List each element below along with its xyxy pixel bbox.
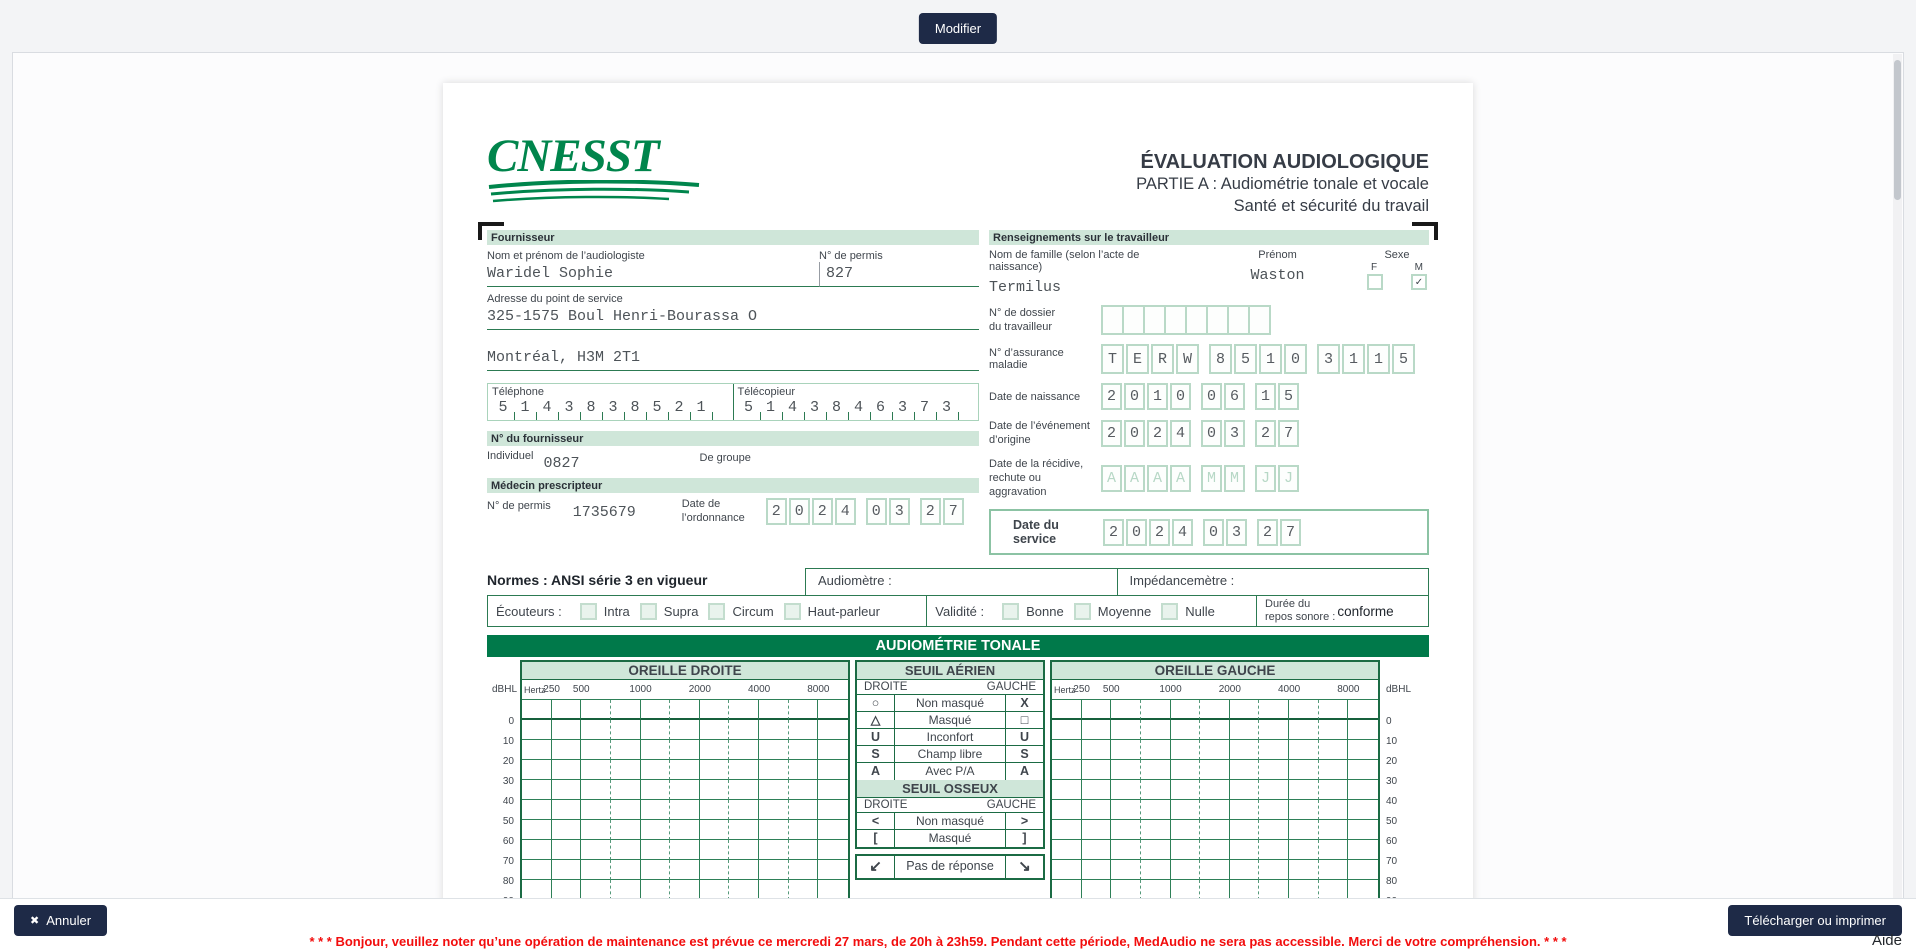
dossier-label: N° de dossier du travailleur	[989, 306, 1056, 333]
medecin-permis-label: N° de permis	[487, 500, 551, 512]
legend-row-label: Pas de réponse	[906, 859, 994, 874]
medecin-header: Médecin prescripteur	[487, 478, 979, 493]
legend-row-label: Masqué	[928, 831, 972, 846]
supra-option: Supra	[663, 603, 699, 619]
oreille-droite-title: OREILLE DROITE	[522, 662, 848, 680]
supra-checkbox	[640, 603, 657, 620]
legend-row	[857, 830, 1043, 847]
nulle-checkbox	[1161, 603, 1178, 620]
dossier-field	[1101, 305, 1271, 335]
nom-label: Nom de famille (selon l’acte de naissance)	[989, 249, 1140, 273]
legend-row-label: Champ libre	[917, 747, 983, 762]
legend-symbol-gauche: X	[1005, 695, 1043, 711]
bonne-option: Bonne	[1026, 603, 1064, 619]
panel-scrollbar[interactable]	[1893, 54, 1902, 948]
dbhl-axis-left: dBHL 0 10 20 30 40 50 60 70 80	[491, 684, 517, 888]
cnesst-logo-swoosh	[487, 180, 701, 206]
audiometre-field: Audiomètre :	[805, 568, 1117, 595]
freq-header-droite: Hertz 250 500 1000 2000 4000 8000	[522, 680, 848, 700]
travailleur-section	[989, 230, 1429, 555]
permis-field: 827	[819, 262, 979, 287]
audiologist-label: Nom et prénom de l’audiologiste	[487, 250, 645, 262]
hertz-label: Hertz	[524, 685, 546, 696]
moyenne-checkbox	[1074, 603, 1091, 620]
cnesst-logo-text: CNESST	[487, 130, 659, 182]
travailleur-header: Renseignements sur le travailleur	[989, 230, 1429, 245]
dbhl-axis-right: dBHL 0 10 20 30 40 50 60 70 80	[1386, 684, 1412, 888]
legend-symbol-gauche: □	[1005, 712, 1043, 728]
legend-symbol-droite: S	[857, 746, 895, 762]
audiometrie-tonale-header: AUDIOMÉTRIE TONALE	[487, 635, 1429, 657]
legend-symbol-gauche: S	[1005, 746, 1043, 762]
sexe-m-checkbox: ✓	[1411, 274, 1427, 290]
sexe-label: Sexe	[1384, 249, 1410, 261]
cnesst-logo	[487, 130, 701, 211]
annuler-button[interactable]: ✖ Annuler	[14, 905, 107, 936]
hautparleur-checkbox	[784, 603, 801, 620]
intra-checkbox	[580, 603, 597, 620]
corner-bracket-left	[478, 222, 504, 240]
recidive-date-field: A A A A M M J J	[1101, 465, 1299, 492]
legend-row-label: Non masqué	[915, 814, 985, 829]
oreille-gauche-title: OREILLE GAUCHE	[1052, 662, 1378, 680]
legend-row	[857, 813, 1043, 830]
naissance-date-field: 2 0 1 0 0 6 1 5	[1101, 383, 1299, 410]
hautparleur-option: Haut-parleur	[807, 603, 880, 619]
ordonnance-label: Date de l’ordonnance	[681, 498, 745, 524]
medecin-permis-field: 1735679	[572, 504, 636, 521]
service-date-field: 2 0 2 4 0 3 2 7	[1103, 519, 1301, 546]
close-icon: ✖	[30, 915, 40, 927]
evenement-label: Date de l’événement d’origine	[989, 420, 1090, 447]
prenom-label: Prénom	[1258, 249, 1297, 261]
legend-row-label: Masqué	[928, 713, 972, 728]
legend-symbol-gauche: ↘	[1005, 856, 1043, 878]
bonne-checkbox	[1002, 603, 1019, 620]
nulle-option: Nulle	[1185, 603, 1215, 619]
scrollbar-thumb[interactable]	[1894, 60, 1901, 200]
recidive-label: Date de la récidive, rechute ou aggravation	[989, 457, 1084, 499]
legend-symbol-droite: ○	[857, 695, 895, 711]
adresse-field: 325-1575 Boul Henri-Bourassa O	[487, 305, 979, 330]
corner-bracket-right	[1412, 222, 1438, 240]
individuel-field: 0827	[543, 455, 580, 472]
form-titles	[1136, 133, 1429, 218]
preview-panel	[12, 52, 1904, 950]
sexe-group	[1365, 249, 1429, 296]
download-print-button[interactable]: Télécharger ou imprimer	[1728, 905, 1902, 936]
groupe-label: De groupe	[699, 452, 751, 464]
moyenne-option: Moyenne	[1097, 603, 1152, 619]
seuil-aerien-title: SEUIL AÉRIEN	[857, 662, 1043, 680]
intra-option: Intra	[603, 603, 630, 619]
adresse-label: Adresse du point de service	[487, 293, 623, 305]
sexe-f-checkbox	[1367, 274, 1383, 290]
legend-row-label: Avec P/A	[925, 764, 975, 779]
seuil-osseux-title: SEUIL OSSEUX	[857, 780, 1043, 798]
legend-droite-gauche: DROITE GAUCHE	[857, 680, 1043, 695]
legend-symbol-droite: <	[857, 813, 895, 829]
repos-field: conforme	[1337, 603, 1394, 619]
legend-symbol-droite: [	[857, 830, 895, 847]
impedancemetre-field: Impédancemètre :	[1117, 568, 1430, 595]
legend-row-label: Non masqué	[915, 696, 985, 711]
form-subtitle: PARTIE A : Audiométrie tonale et vocale	[1136, 175, 1429, 193]
telephone-label: Téléphone	[492, 386, 544, 398]
circum-checkbox	[708, 603, 725, 620]
modifier-button[interactable]: Modifier	[919, 13, 997, 44]
normes-label: Normes : ANSI série 3 en vigueur	[487, 572, 708, 589]
legend-symbol-droite: ↙	[857, 856, 895, 878]
form-subtitle-2: Santé et sécurité du travail	[1233, 196, 1429, 215]
service-label: Date du service	[1013, 518, 1059, 547]
sexe-m-label: M	[1414, 262, 1423, 273]
normes-section	[487, 568, 1429, 627]
form-paper	[443, 83, 1473, 950]
legend-symbol-gauche: ]	[1005, 830, 1043, 847]
telecopieur-label: Télécopieur	[737, 386, 795, 398]
assurance-field: T E R W 8 5 1 0 3 1 1 5	[1101, 344, 1415, 374]
permis-label: N° de permis	[819, 250, 883, 262]
hertz-label-2: Hertz	[1054, 685, 1076, 696]
maintenance-notice: * * * Bonjour, veuillez noter qu’une opération de maintenance est prévue ce mercredi 27 mars, de 20h à 23h59. Pendant cette période, MedAudio ne sera pas accessible. Merci de votre compréhension. * * *	[309, 934, 1567, 949]
no-fournisseur-header: N° du fournisseur	[487, 431, 979, 446]
legend-droite-gauche-2: DROITE GAUCHE	[857, 798, 1043, 813]
legend-row	[857, 729, 1043, 746]
dbhl-label-left: dBHL	[491, 684, 517, 696]
phone-fax-box	[487, 383, 979, 421]
assurance-label: N° d’assurance maladie	[989, 347, 1064, 371]
legend-symbol-gauche: A	[1005, 763, 1043, 780]
date-service-box	[989, 509, 1429, 555]
dbhl-label-right: dBHL	[1386, 684, 1412, 696]
circum-option: Circum	[732, 603, 774, 619]
ecouteurs-label: Écouteurs :	[496, 603, 562, 619]
fournisseur-section	[487, 230, 979, 555]
action-footer	[0, 898, 1916, 950]
top-toolbar	[0, 0, 1916, 52]
prenom-field: Waston	[1250, 267, 1305, 284]
fournisseur-header: Fournisseur	[487, 230, 979, 245]
freq-header-gauche: Hertz 250 500 1000 2000 4000 8000	[1052, 680, 1378, 700]
legend-row	[857, 763, 1043, 780]
individuel-label: Individuel	[487, 450, 534, 462]
legend-row	[857, 712, 1043, 729]
ville-field: Montréal, H3M 2T1	[487, 346, 979, 371]
nom-field: Termilus	[989, 279, 1062, 296]
telecopieur-field: 5 1 4 3 8 4 6 3 7 3	[738, 399, 975, 420]
legend-row	[857, 695, 1043, 712]
legend-symbol-droite: U	[857, 729, 895, 745]
validite-label: Validité :	[935, 603, 985, 619]
aide-link[interactable]: Aide	[1871, 932, 1902, 949]
pas-de-reponse-box	[855, 854, 1045, 880]
legend-row	[857, 856, 1043, 878]
sexe-f-label: F	[1371, 262, 1378, 273]
registration-marks	[487, 222, 1429, 240]
audiologist-field: Waridel Sophie	[487, 262, 819, 287]
legend-row	[857, 746, 1043, 763]
legend-symbol-droite: △	[857, 712, 895, 728]
legend-row-label: Inconfort	[926, 730, 974, 745]
repos-label: Durée du repos sonore :	[1265, 598, 1336, 624]
legend-symbol-droite: A	[857, 763, 895, 780]
legend-symbol-gauche: >	[1005, 813, 1043, 829]
telephone-field: 5 1 4 3 8 3 8 5 2 1	[492, 399, 729, 420]
naissance-label: Date de naissance	[989, 390, 1081, 403]
evenement-date-field: 2 0 2 4 0 3 2 7	[1101, 420, 1299, 447]
form-title: ÉVALUATION AUDIOLOGIQUE	[1140, 151, 1429, 173]
legend-symbol-gauche: U	[1005, 729, 1043, 745]
form-header	[487, 83, 1429, 215]
ordonnance-date-field: 2 0 2 4 0 3 2 7	[766, 498, 964, 525]
